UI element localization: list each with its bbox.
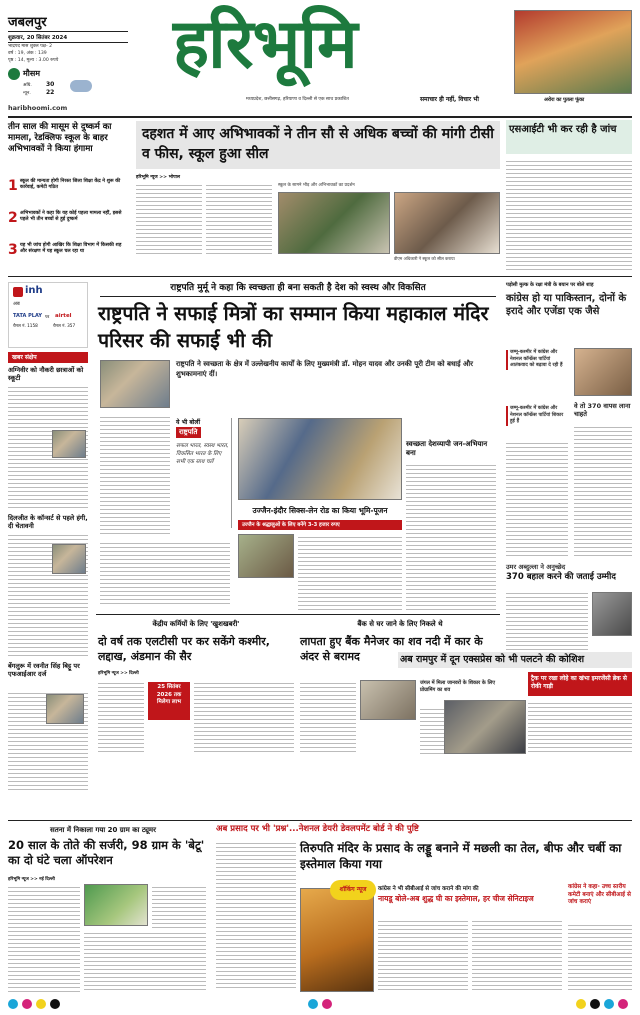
bullet-text: यह भी जांच होगी आखिर कि शिक्षा विभाग में किसकी शह और संरक्षण में यह स्कूल चल रहा था (20, 243, 122, 254)
cyan-mark-icon (308, 999, 318, 1009)
masthead (8, 6, 632, 114)
lead-kicker: राष्ट्रपति मुर्मू ने कहा कि स्वच्छता ही बना सकती है देश को स्वस्थ और विकसित (170, 283, 426, 293)
quote-name: राष्ट्रपति (176, 427, 201, 438)
bottom-byline: हरिभूमि न्यूज >> नई दिल्ली (8, 877, 55, 882)
mid-text-5 (528, 700, 632, 754)
right-story2-kicker: उमर अब्दुल्ला ने अनुच्छेद (506, 563, 566, 571)
bullet-text: स्कूल की मान्यता होगी निरस्त जिला शिक्षा केंद्र ने शुरू की कार्रवाई, कमेटी गठित (20, 179, 121, 190)
mid-kicker-2: बैंक से घर जाने के लिए निकले थे (357, 620, 443, 628)
mid-photo-train (444, 700, 526, 754)
bullet-num: 2 (8, 210, 18, 226)
right-box-2: जम्मू-कश्मीर में कांग्रेस और नेशनल कॉन्फ्रेंस पार्टियां शिकार हुई हैं (506, 406, 568, 426)
top-photo-caption: अरोरा का पुतला फूंका (544, 97, 585, 103)
inh-logo-icon (13, 287, 23, 297)
top-left-headline: तीन साल की मासूम से दुष्कर्म का मामला, रेडक्लिफ स्कूल के बाहर अभिभावकों ने किया हंगामा (8, 122, 112, 154)
bottom-left-text-3 (152, 884, 206, 928)
lead-kicker-rule (100, 296, 496, 297)
weather-max: 30 (46, 81, 55, 88)
lead-red-bar: उज्जैन के श्रद्धालुओं के लिए बनेंगे 3-3 हजार रुपए (238, 520, 402, 530)
lead-photo-small (100, 360, 170, 408)
magenta-mark-icon (618, 999, 628, 1009)
ad-brand: inh (25, 285, 43, 296)
top-right-text (506, 158, 632, 270)
lead-sub-headline: उज्जैन-इंदौर सिक्स-लेन रोड का किया भूमि-पूजन (252, 506, 388, 515)
registration-strip (8, 998, 632, 1010)
shocking-badge: शॉकिंग न्यूज (330, 880, 376, 900)
quote-text: सफल भारत, स्वस्थ भारत, विकसित भारत के लिए सभी एक साथ चलें (176, 443, 229, 465)
right-box-3: वे तो 370 वापस लाना चाहते (574, 402, 631, 418)
sidebar-photo-1 (52, 430, 86, 458)
top-story-text-2 (206, 182, 272, 254)
issue-meta-3: पृष्ठ : 14, मूल्य : 3.00 रुपये (8, 58, 59, 63)
ad-tagline-1: अब (13, 301, 20, 307)
issue-meta-1: भाद्रपद मास शुक्ल पक्ष- 2 (8, 44, 53, 49)
black-mark-icon (50, 999, 60, 1009)
ad-tata: TATA PLAY (13, 313, 42, 319)
ad-channel-airtel: चैनल नं. 357 (53, 323, 76, 328)
weather-max-label: अधि. (23, 83, 32, 88)
right-story2-headline: 370 बहाल करने की जताई उम्मीद (506, 572, 616, 582)
top-photo-caption-1: स्कूल के सामने भीड़ और अभिभावकों का प्रदर्शन (278, 183, 355, 188)
right-text-2 (574, 424, 632, 558)
bottom-right-text (568, 922, 632, 992)
weather-min-label: न्यून. (23, 91, 31, 96)
top-photo-1 (278, 192, 390, 254)
bottom-center-kicker: अब प्रसाद पर भी 'प्रश्न'...नेशनल डेयरी डेवलपमेंट बोर्ड ने की पुष्टि (216, 824, 419, 834)
bottom-left-text-1 (8, 884, 80, 992)
weather-icon (8, 68, 20, 80)
weather-label: मौसम (23, 69, 41, 78)
sidebar-photo-3 (46, 694, 84, 724)
lead-photo-main (238, 418, 402, 500)
top-right-photo (514, 10, 632, 94)
sidebar-item-2-head: दिलजीत के कॉन्सर्ट से पहले हंगी, दी चेतावनी (8, 514, 88, 530)
yellow-mark-icon (576, 999, 586, 1009)
sidebar-item-1-head: अग्निवीर को नौकरी छात्राओं को स्कूटी (8, 366, 84, 382)
weather-min: 22 (46, 89, 55, 96)
bottom-photo-ladoo (300, 888, 374, 992)
black-mark-icon (590, 999, 600, 1009)
top-right-headline: एसआईटी भी कर रही है जांच (506, 120, 632, 154)
right-story2-text (506, 590, 588, 658)
mid-text-3 (300, 680, 356, 754)
bottom-center-text-3 (472, 918, 562, 992)
right-photo-1 (574, 348, 632, 396)
lead-bottom-rule (96, 614, 500, 615)
right-text-1 (506, 440, 568, 558)
bottom-left-headline: 20 साल के तोते की सर्जरी, 98 ग्राम के 'बेटू' का दो घंटे चला ऑपरेशन (8, 838, 205, 867)
mid-headline-1: दो वर्ष तक एलटीसी पर कर सकेंगे कश्मीर, लद्दाख, अंडमान की सैर (98, 635, 270, 663)
ad-channel-tata: चैनल नं. 1158 (13, 323, 38, 328)
mid-byline: हरिभूमि न्यूज >> दिल्ली (98, 671, 139, 676)
bottom-photo-parrot (84, 884, 148, 926)
right-box-1: जम्मू-कश्मीर में कांग्रेस और नेशनल कॉन्फ्रेंस पार्टियां आतंकवाद को बढ़ावा दे रही हैं (506, 350, 568, 370)
city-name: जबलपुर (8, 15, 47, 30)
top-photo-2 (394, 192, 500, 254)
lead-side-headline: स्वच्छता देशव्यापी जन-अभियान बना (406, 440, 488, 457)
mid-red-box: ट्रैक पर रखा लोहे का खंभा इमरजेंसी ब्रेक से रोकी गाड़ी (528, 672, 632, 696)
mid-headline-3-text: अब रामपुर में दून एक्सप्रेस को भी पलटने की कोशिश (398, 652, 632, 668)
bottom-center-text-1 (216, 840, 296, 990)
bottom-left-text-2 (84, 930, 206, 992)
sidebar-label: खबर संक्षेप (8, 352, 88, 363)
right-kicker: पड़ोसी मुल्क के रक्षा मंत्री के बयान पर बोले शाह (506, 282, 594, 288)
ad-airtel: airtel (55, 313, 72, 319)
top-main-headline: दहशत में आए अभिभावकों ने तीन सौ से अधिक बच्चों की मांगी टीसी व फीस, स्कूल हुआ सील (136, 121, 500, 169)
issue-date: शुक्रवार, 20 सितंबर 2024 (8, 31, 128, 43)
yellow-mark-icon (36, 999, 46, 1009)
mid-text-2 (194, 680, 294, 754)
lead-text-1 (100, 414, 170, 534)
bottom-small-headline: नायडू बोले-अब शुद्ध घी का इस्तेमाल, हर चीज सेनिटाइज (378, 894, 534, 903)
sidebar-photo-2 (52, 544, 86, 574)
tagline: मध्यप्रदेश, छत्तीसगढ़, हरियाणा व दिल्ली से एक साथ प्रकाशित (246, 97, 349, 102)
right-headline: कांग्रेस हो या पाकिस्तान, दोनों के इरादे और एजेंडा एक जैसे (506, 293, 627, 317)
cyan-mark-icon (604, 999, 614, 1009)
mid-photo-1 (360, 680, 416, 720)
bottom-center-headline: तिरुपति मंदिर के प्रसाद के लड्डू बनाने में मछली का तेल, बीफ और चर्बी का इस्तेमाल किया गया (300, 841, 622, 871)
lead-headline: राष्ट्रपति ने सफाई मित्रों का सम्मान किया महाकाल मंदिर परिसर की सफाई भी की (98, 302, 489, 352)
quote-kicker: ये भी बोलीं (176, 419, 201, 426)
ad-box[interactable] (8, 282, 88, 348)
ad-tagline-2: पर (45, 315, 50, 320)
mid-side-box: जंगल में मिला जानवरों के शिकार के लिए प्रोग्रामिंग का शव (420, 680, 495, 693)
bottom-small-kicker: कांग्रेस ने भी सीबीआई से जांच कराने की मांग की (378, 886, 479, 892)
top-byline: हरिभूमि न्यूज >> भोपाल (136, 175, 180, 180)
magenta-mark-icon (22, 999, 32, 1009)
lead-quote-box (176, 418, 232, 528)
top-right-column (506, 120, 632, 272)
magenta-mark-icon (322, 999, 332, 1009)
top-left-column (8, 120, 128, 272)
top-photo-caption-2: डीएम अधिकारी ने स्कूल को सील कराया (394, 256, 455, 261)
bottom-right-headline: कांग्रेस ने कहा- उच्च स्तरीय कमेटी बनाएं और सीबीआई से जांच कराएं (568, 884, 631, 905)
cloud-icon (70, 80, 92, 92)
lead-text-2 (100, 540, 230, 606)
top-rule (8, 276, 632, 277)
bottom-left-kicker: सतना में निकाला गया 20 ग्राम का ट्यूमर (50, 826, 156, 834)
website-url[interactable]: haribhoomi.com (8, 104, 68, 112)
bullet-text: अभिभावकों ने कहा कि यह कोई पहला मामला नहीं, इससे पहले भी तीन बच्चों से हुई दुष्कर्म (20, 211, 122, 222)
lead-deck: राष्ट्रपति ने स्वच्छता के क्षेत्र में उल्लेखनीय कार्यों के लिए मुख्यमंत्री डॉ. मोहन यादव और उनकी पूरी टीम को बधाई और शुभकामनाएं दीं। (176, 360, 473, 378)
lead-photo-3 (238, 534, 294, 578)
top-story-text-1 (136, 182, 202, 254)
logo: हरिभूमि (173, 4, 357, 84)
lead-side-text (406, 462, 496, 612)
mid-date-box: 25 सितंबर 2026 तक मिलेगा लाभ (148, 682, 190, 720)
bullet-num: 3 (8, 242, 18, 258)
mid-headline-2: लापता हुए बैंक मैनेजर का शव नदी में कार के अंदर से बरामद (300, 635, 483, 663)
issue-meta-2: वर्ष : 19, अंक : 139 (8, 51, 47, 56)
lead-text-3 (298, 534, 402, 610)
mid-text-1 (98, 680, 144, 754)
bottom-center-text-2 (378, 918, 468, 992)
sidebar-item-3-head: बेंगलुरू में रवनीत सिंह बिट्टू पर एफआईआर दर्ज (8, 662, 80, 678)
bullet-num: 1 (8, 178, 18, 194)
slogan: समाचार ही नहीं, विचार भी (420, 96, 479, 103)
masthead-rule (8, 116, 632, 118)
right-photo-2 (592, 592, 632, 636)
weather-box (8, 66, 108, 106)
mid-kicker-1: केंद्रीय कर्मियों के लिए 'खुशखबरी' (152, 620, 240, 628)
cyan-mark-icon (8, 999, 18, 1009)
bottom-rule (8, 820, 632, 821)
